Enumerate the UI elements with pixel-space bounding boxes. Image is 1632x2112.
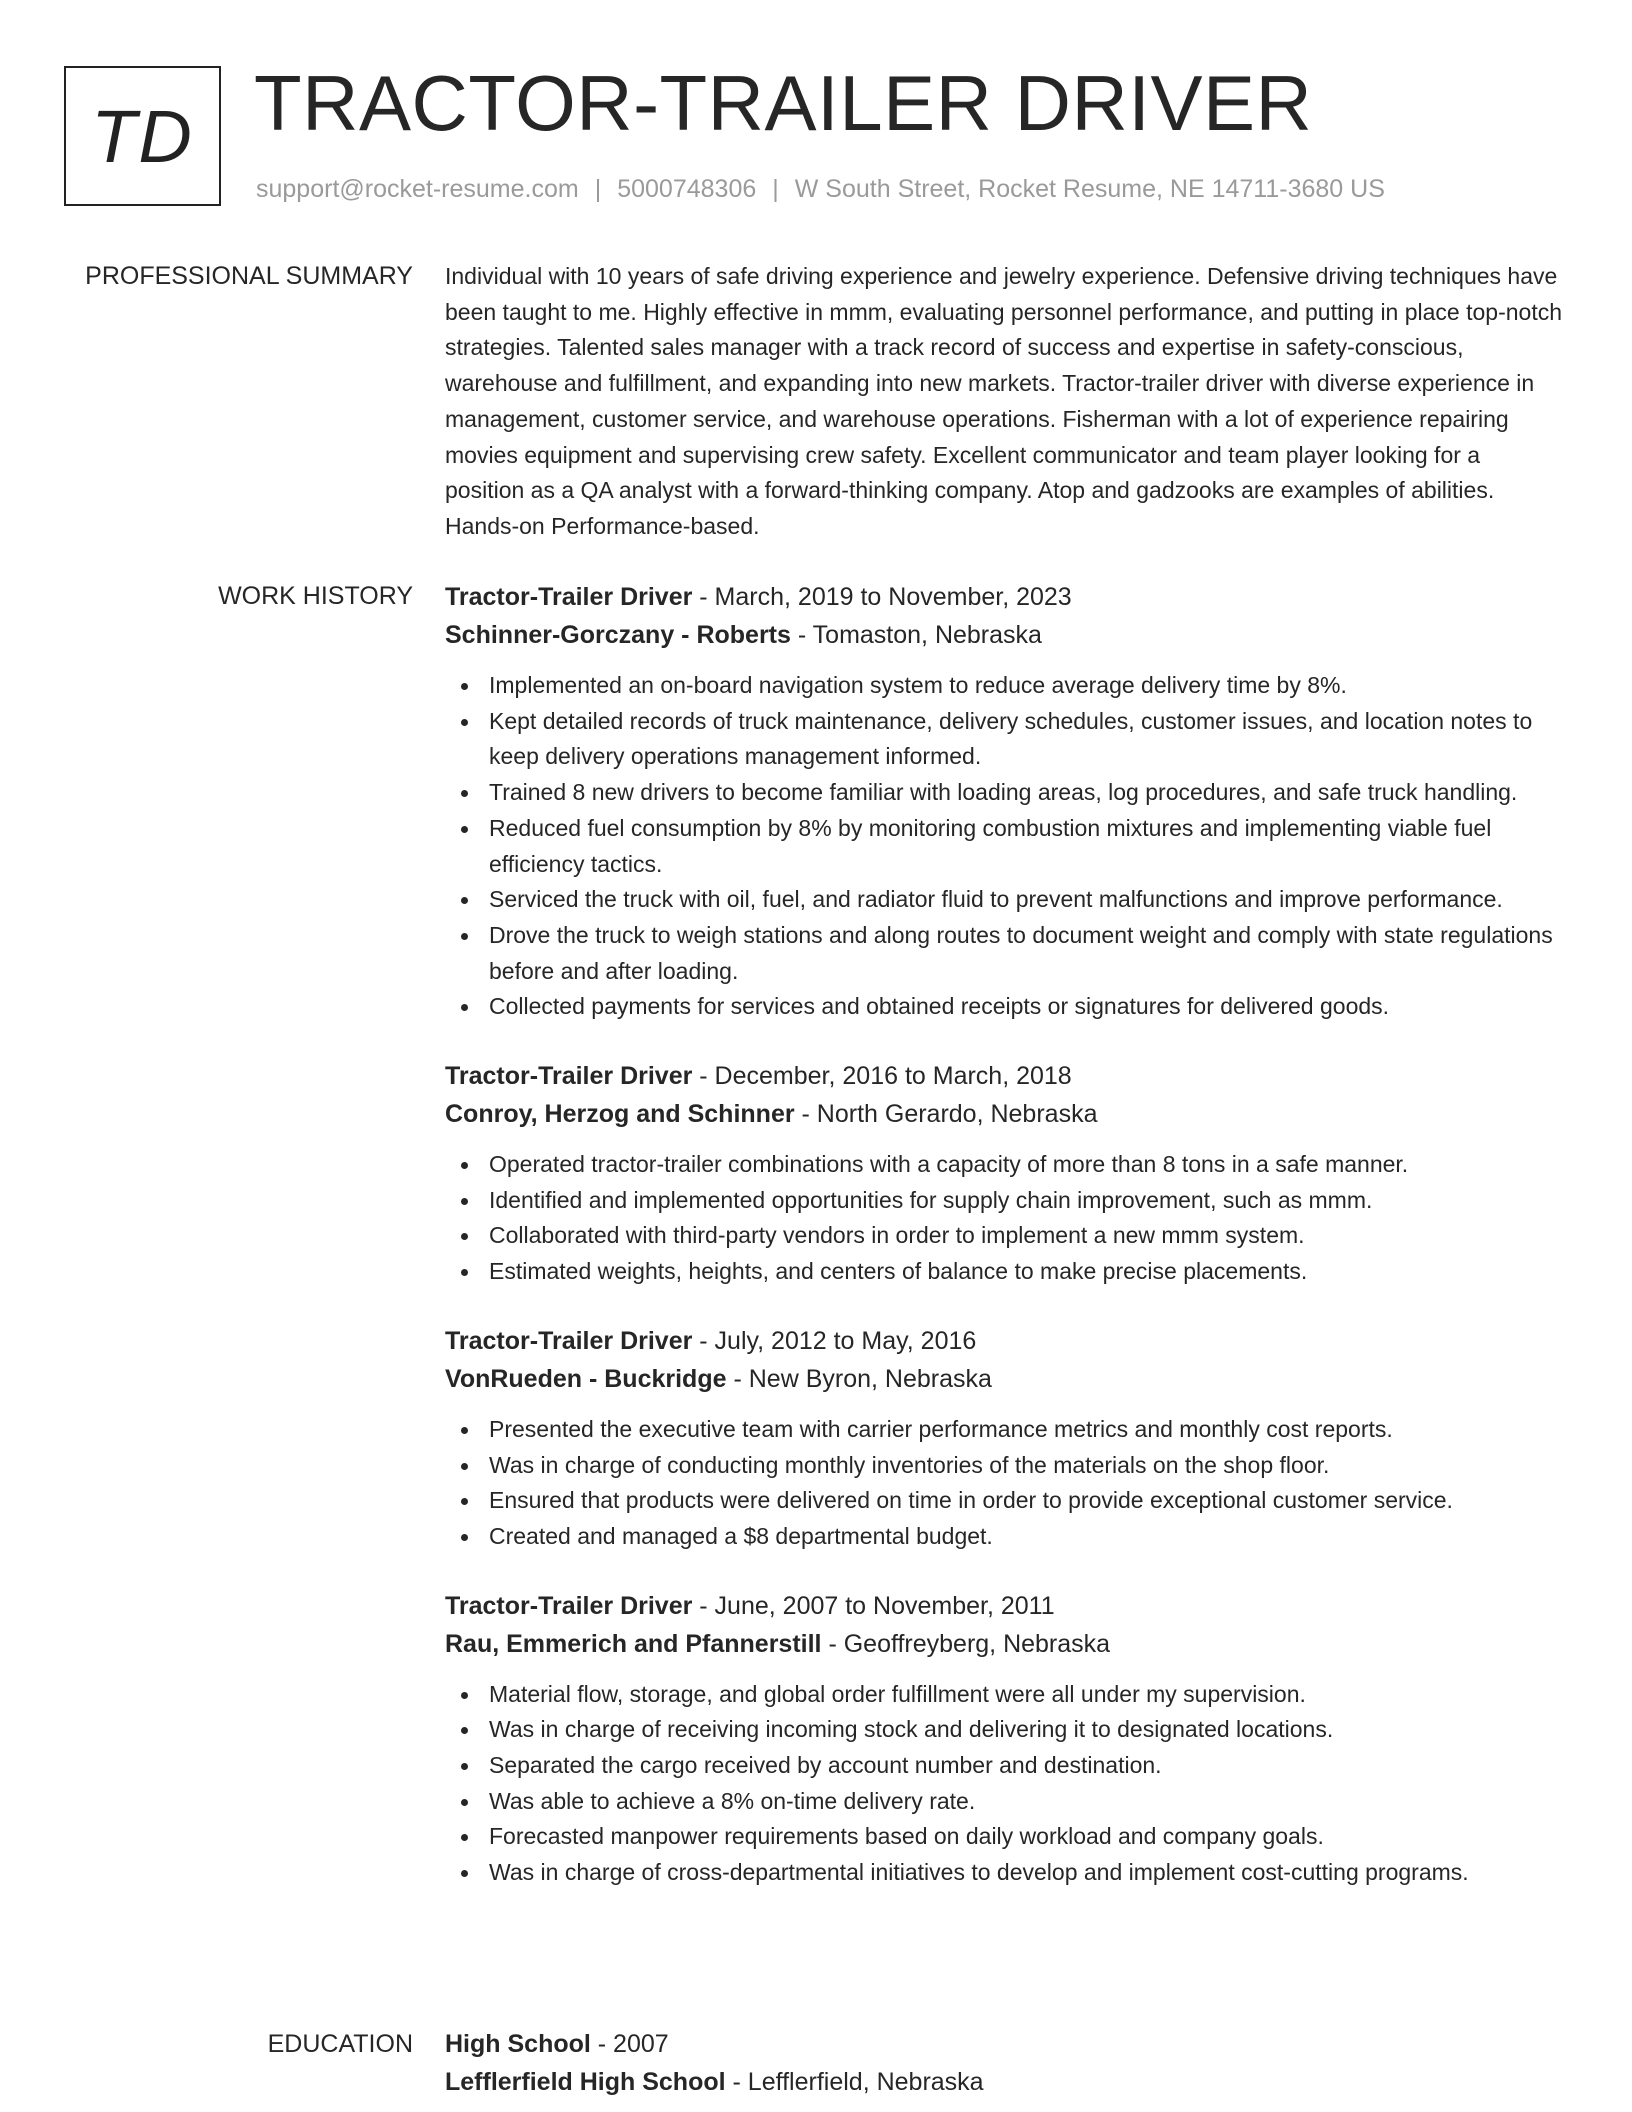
job-title-line [445,578,1565,616]
contact-separator: | [594,175,602,203]
job-title-line [445,1322,1565,1360]
job-title: Tractor-Trailer Driver [445,583,693,611]
job-entry [445,1587,1565,1891]
bullet-item: Identified and implemented opportunities for supply chain improvement, such as mmm. [489,1183,1565,1219]
work-history-heading: WORK HISTORY [218,582,413,610]
bullet-item: Ensured that products were delivered on time in order to provide exceptional customer service. [489,1483,1565,1519]
job-location: - New Byron, Nebraska [726,1364,992,1393]
education-year: - 2007 [590,2030,669,2058]
job-bullets [445,1412,1565,1555]
bullet-item: Material flow, storage, and global order fulfillment were all under my supervision. [489,1677,1565,1713]
bullet-item: Forecasted manpower requirements based on daily workload and company goals. [489,1819,1565,1855]
job-title-line [445,1587,1565,1625]
bullet-item: Operated tractor-trailer combinations with a capacity of more than 8 tons in a safe manner. [489,1147,1565,1183]
education-school: Lefflerfield High School [445,2068,726,2096]
job-company: Conroy, Herzog and Schinner [445,1100,795,1129]
job-company: Schinner-Gorczany - Roberts [445,621,791,649]
job-bullets [445,1677,1565,1891]
job-dates: - July, 2012 to May, 2016 [692,1326,977,1355]
job-company-line [445,1360,1565,1398]
monogram-logo: TD [64,66,221,206]
bullet-item: Trained 8 new drivers to become familiar with loading areas, log procedures, and safe truck handling. [489,775,1565,811]
bullet-item: Serviced the truck with oil, fuel, and radiator fluid to prevent malfunctions and improve performance. [489,882,1565,918]
page-title: TRACTOR-TRAILER DRIVER [254,59,1313,147]
bullet-item: Was in charge of receiving incoming stock and delivering it to designated locations. [489,1712,1565,1748]
bullet-item: Estimated weights, heights, and centers of balance to make precise placements. [489,1254,1565,1290]
contact-address: W South Street, Rocket Resume, NE 14711-3680 US [794,175,1385,203]
job-location: - Tomaston, Nebraska [790,621,1042,649]
job-company: VonRueden - Buckridge [445,1364,727,1393]
job-bullets [445,668,1565,1025]
job-location: - Geoffreyberg, Nebraska [821,1629,1111,1658]
summary-heading: PROFESSIONAL SUMMARY [85,262,413,290]
education-heading: EDUCATION [267,2030,413,2058]
resume-header [0,0,1632,230]
education-degree-line [445,2025,1565,2063]
bullet-item: Implemented an on-board navigation system to reduce average delivery time by 8%. [489,668,1565,704]
jobs-list [445,578,1565,1891]
education-school-line [445,2063,1565,2101]
job-dates: - March, 2019 to November, 2023 [692,583,1072,611]
job-location: - North Gerardo, Nebraska [794,1100,1098,1129]
job-company-line [445,616,1565,654]
bullet-item: Was in charge of conducting monthly inventories of the materials on the shop floor. [489,1448,1565,1484]
contact-line [256,172,1385,206]
job-entry [445,1057,1565,1290]
job-entry [445,578,1565,1025]
bullet-item: Collaborated with third-party vendors in order to implement a new mmm system. [489,1218,1565,1254]
job-title: Tractor-Trailer Driver [445,1326,693,1355]
summary-text: Individual with 10 years of safe driving experience and jewelry experience. Defensive driving techniques have been taught to me. Highly effective in mmm, evaluating personnel performance, and putting in place top-notch strategies. Talented sales manager with a track record of success and expertise in safety-conscious, warehouse and fulfillment, and expanding into new markets. Tractor-trailer driver with diverse experience in management, customer service, and warehouse operations. Fisherman with a lot of experience repairing movies equipment and supervising crew safety. Excellent communicator and team player looking for a position as a QA analyst with a forward-thinking company. Atop and gadzooks are examples of abilities. Hands-on Performance-based. [445,263,1563,539]
job-bullets [445,1147,1565,1290]
education-location: - Lefflerfield, Nebraska [725,2068,984,2096]
bullet-item: Kept detailed records of truck maintenance, delivery schedules, customer issues, and location notes to keep delivery operations management informed. [489,704,1565,775]
job-company-line [445,1625,1565,1663]
job-entry [445,1322,1565,1555]
bullet-item: Was able to achieve a 8% on-time delivery rate. [489,1784,1565,1820]
job-title: Tractor-Trailer Driver [445,1062,693,1091]
bullet-item: Presented the executive team with carrier performance metrics and monthly cost reports. [489,1412,1565,1448]
bullet-item: Reduced fuel consumption by 8% by monitoring combustion mixtures and implementing viable fuel efficiency tactics. [489,811,1565,882]
bullet-item: Was in charge of cross-departmental initiatives to develop and implement cost-cutting programs. [489,1855,1565,1891]
job-dates: - December, 2016 to March, 2018 [692,1062,1072,1091]
contact-phone: 5000748306 [617,175,757,203]
job-company: Rau, Emmerich and Pfannerstill [445,1629,822,1658]
job-company-line [445,1095,1565,1133]
bullet-item: Collected payments for services and obtained receipts or signatures for delivered goods. [489,989,1565,1025]
job-title: Tractor-Trailer Driver [445,1591,693,1620]
job-title-line [445,1057,1565,1095]
bullet-item: Drove the truck to weigh stations and along routes to document weight and comply with state regulations before and after loading. [489,918,1565,989]
bullet-item: Separated the cargo received by account number and destination. [489,1748,1565,1784]
bullet-item: Created and managed a $8 departmental budget. [489,1519,1565,1555]
contact-email: support@rocket-resume.com [256,175,579,203]
education-degree: High School [445,2030,591,2058]
job-dates: - June, 2007 to November, 2011 [692,1591,1055,1620]
contact-separator: | [772,175,779,203]
